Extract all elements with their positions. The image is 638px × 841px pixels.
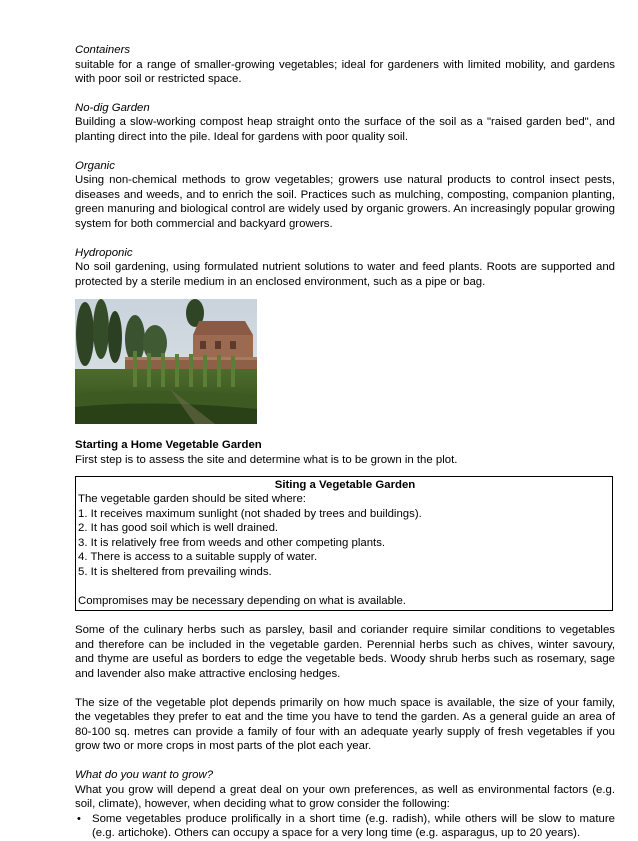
bullet-icon: •: [77, 812, 81, 825]
list-item-text: Some vegetables produce prolifically in a short time (e.g. radish), while others will be slow to mature (e.g. artichoke). Others can occupy a space for a very long time (e.g. asparagus, up to 20 years).: [92, 812, 615, 840]
box-intro: The vegetable garden should be sited where:: [78, 493, 306, 506]
box-note: Compromises may be necessary depending on what is available.: [78, 594, 406, 607]
section-heading: Starting a Home Vegetable Garden: [75, 439, 262, 452]
box-item: 5. It is sheltered from prevailing winds.: [78, 566, 272, 579]
method-no-dig-garden: [75, 101, 615, 145]
method-description: No soil gardening, using formulated nutrient solutions to water and feed plants. Roots are supported and protected by a sterile medium in an enclosed environment, such as a pipe or bag.: [75, 261, 615, 288]
method-hydroponic: [75, 246, 615, 290]
herbs-paragraph: Some of the culinary herbs such as parsley, basil and coriander require similar conditions to vegetables and therefore can be included in the vegetable garden. Perennial herbs such as chives, winter savoury, and thyme are useful as borders to edge the vegetable beds. Woody shrub herbs such as rosemary, sage and lavender also make attractive enclosing hedges.: [75, 624, 615, 681]
box-item: 1. It receives maximum sunlight (not shaded by trees and buildings).: [78, 507, 422, 520]
plot-size-paragraph: The size of the vegetable plot depends primarily on how much space is available, the size of your family, the vegetables they prefer to eat and the time you have to tend the garden. As a general guide an area of 80-100 sq. metres can provide a family of four with an adequate yearly supply of fresh vegetables if you grow two or more crops in most parts of the plot each year.: [75, 696, 615, 753]
document-page: [75, 43, 615, 841]
list-item: [75, 812, 615, 841]
what-to-grow-text: What you grow will depend a great deal on your own preferences, as well as environmental factors (e.g. soil, climate), however, when deciding what to grow consider the following:: [75, 783, 615, 811]
box-item: 4. There is access to a suitable supply of water.: [78, 551, 318, 564]
method-description: Using non-chemical methods to grow vegetables; growers use natural products to control insect pests, diseases and weeds, and to enrich the soil. Practices such as mulching, composting, companion planting, green manuring and biological control are widely used by organic growers. An increasingly popular growing system for both commercial and backyard growers.: [75, 174, 615, 230]
method-term: Organic: [75, 159, 115, 172]
method-description: suitable for a range of smaller-growing vegetables; ideal for gardeners with limited mobility, and gardens with poor soil or restricted space.: [75, 58, 615, 86]
what-to-grow-section: [75, 768, 615, 841]
siting-box: [75, 476, 613, 612]
method-term: Containers: [75, 44, 131, 56]
method-description: Building a slow-working compost heap straight onto the surface of the soil as a "raised garden bed", and planting direct into the pile. Ideal for gardens with poor quality soil.: [75, 116, 615, 143]
method-term: Hydroponic: [75, 246, 133, 259]
vegetable-garden-photo: [75, 299, 257, 424]
what-to-grow-term: What do you want to grow?: [75, 769, 214, 781]
method-organic: [75, 159, 615, 232]
box-title: Siting a Vegetable Garden: [274, 478, 416, 491]
section-intro: First step is to assess the site and determine what is to be grown in the plot.: [75, 453, 458, 466]
what-to-grow-list: [75, 812, 615, 841]
method-term: No-dig Garden: [75, 101, 150, 114]
method-containers: [75, 43, 615, 87]
box-item: 2. It has good soil which is well drained.: [78, 522, 279, 535]
box-item: 3. It is relatively free from weeds and other competing plants.: [78, 536, 386, 549]
